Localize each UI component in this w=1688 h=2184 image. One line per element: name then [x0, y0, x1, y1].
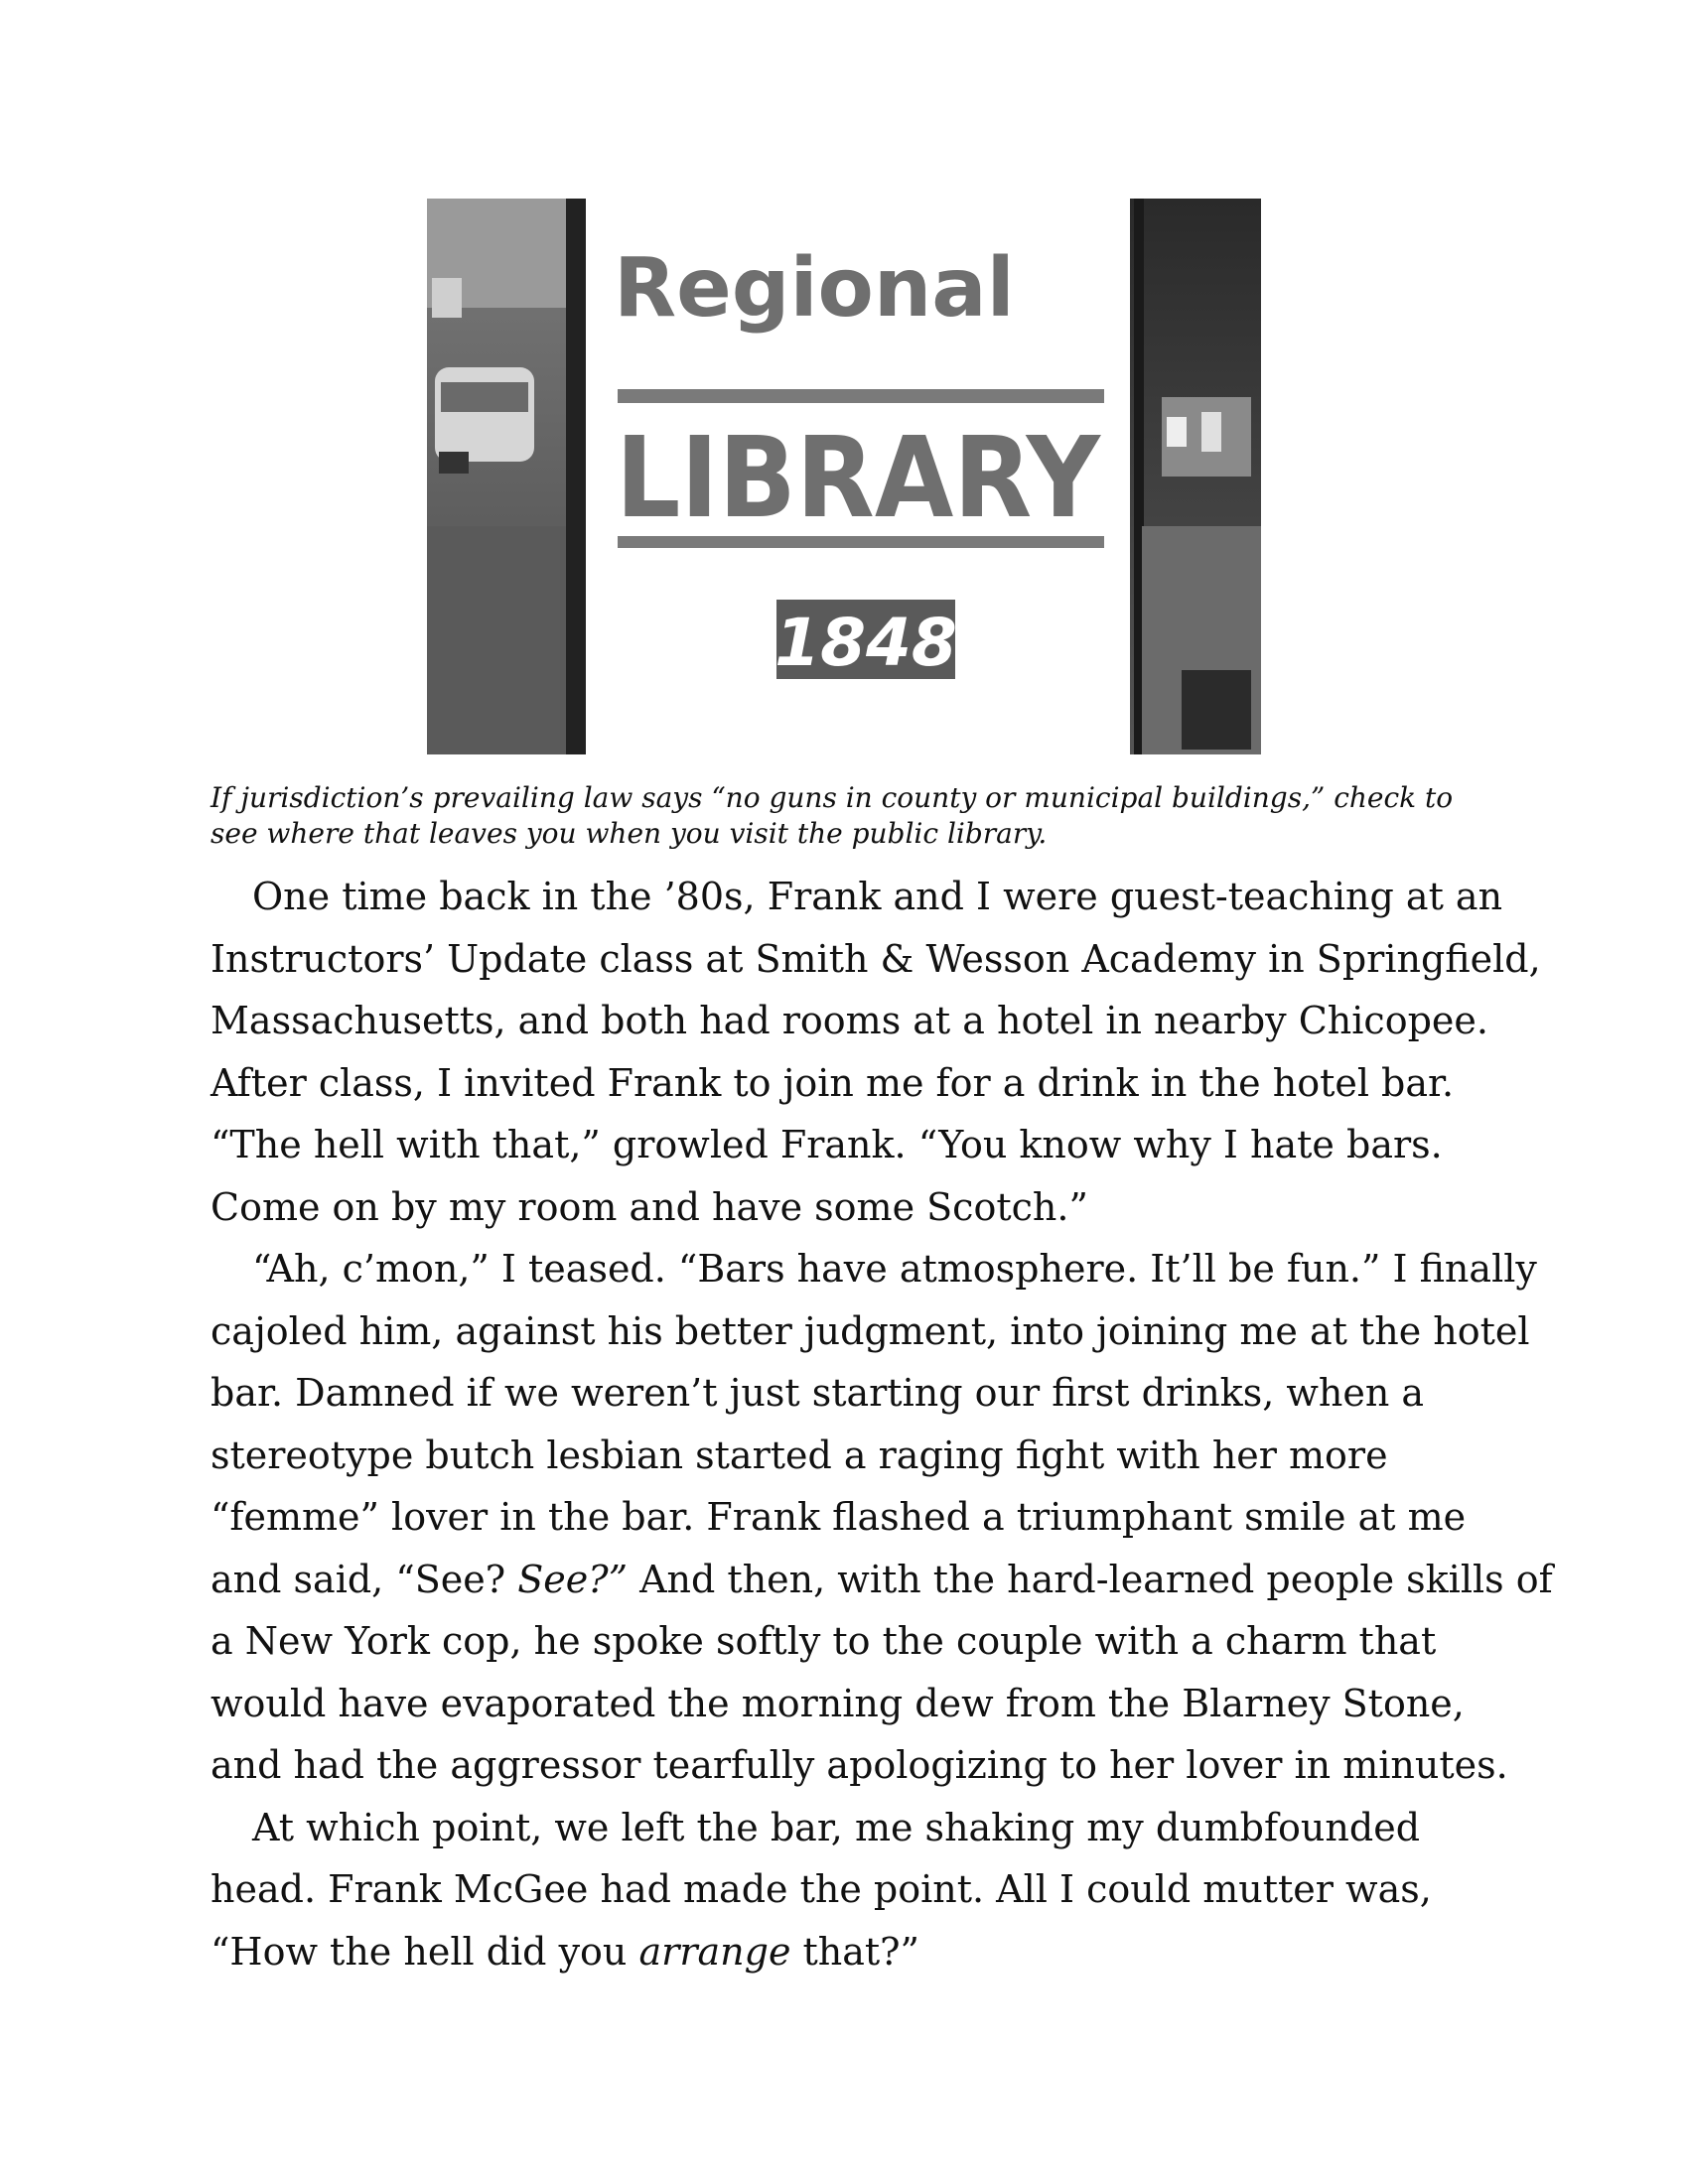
text-run: And then, with the hard-learned people skills of [628, 1557, 1553, 1601]
text-line: After class, I invited Frank to join me for a drink in the hotel bar. [211, 1060, 1455, 1105]
sign-word-regional: Regional [614, 241, 1015, 336]
text-line: and had the aggressor tearfully apologizing to her lover in minutes. [211, 1743, 1508, 1787]
paragraph-1 [211, 866, 1541, 1238]
body-text [211, 866, 1553, 1982]
text-line: would have evaporated the morning dew from the Blarney Stone, [211, 1681, 1465, 1725]
text-line: Instructors’ Update class at Smith & Wesson Academy in Springfield, [211, 936, 1541, 981]
library-sign-photo [427, 199, 1261, 754]
text-line-last [211, 1921, 1501, 1983]
text-line: head. Frank McGee had made the point. All I could mutter was, [211, 1867, 1432, 1911]
text-line: “femme” lover in the bar. Frank flashed a triumphant smile at me [211, 1495, 1467, 1539]
paragraph-2 [211, 1238, 1553, 1797]
text-run: that?” [790, 1929, 919, 1974]
text-line: cajoled him, against his better judgment, into joining me at the hotel [211, 1308, 1530, 1353]
text-line: One time back in the ’80s, Frank and I were guest-teaching at an [252, 875, 1503, 918]
figure-caption [211, 780, 1491, 852]
sign-year: 1848 [774, 605, 957, 681]
caption-line: see where that leaves you when you visit the public library. [211, 817, 1048, 850]
text-line: Come on by my room and have some Scotch.” [211, 1184, 1088, 1229]
text-line-see [211, 1549, 1553, 1611]
emphasis-see: See?” [517, 1557, 629, 1601]
text-line: a New York cop, he spoke softly to the couple with a charm that [211, 1619, 1437, 1663]
text-line: Massachusetts, and both had rooms at a hotel in nearby Chicopee. [211, 999, 1488, 1042]
sign-word-library: LIBRARY [616, 414, 1102, 543]
caption-line: If jurisdiction’s prevailing law says “no guns in county or municipal buildings,” check to [211, 781, 1454, 814]
text-run: “How the hell did you [211, 1929, 639, 1974]
text-line: At which point, we left the bar, me shaking my dumbfounded [252, 1805, 1421, 1849]
emphasis-arrange: arrange [638, 1929, 791, 1974]
text-line: “Ah, c’mon,” I teased. “Bars have atmosphere. It’ll be fun.” I finally [252, 1247, 1537, 1291]
text-line: bar. Damned if we weren’t just starting our first drinks, when a [211, 1371, 1425, 1415]
text-line: “The hell with that,” growled Frank. “You know why I hate bars. [211, 1123, 1443, 1166]
paragraph-3 [211, 1797, 1501, 1983]
text-line: stereotype butch lesbian started a raging fight with her more [211, 1433, 1388, 1477]
text-run: and said, “See? [211, 1557, 518, 1601]
